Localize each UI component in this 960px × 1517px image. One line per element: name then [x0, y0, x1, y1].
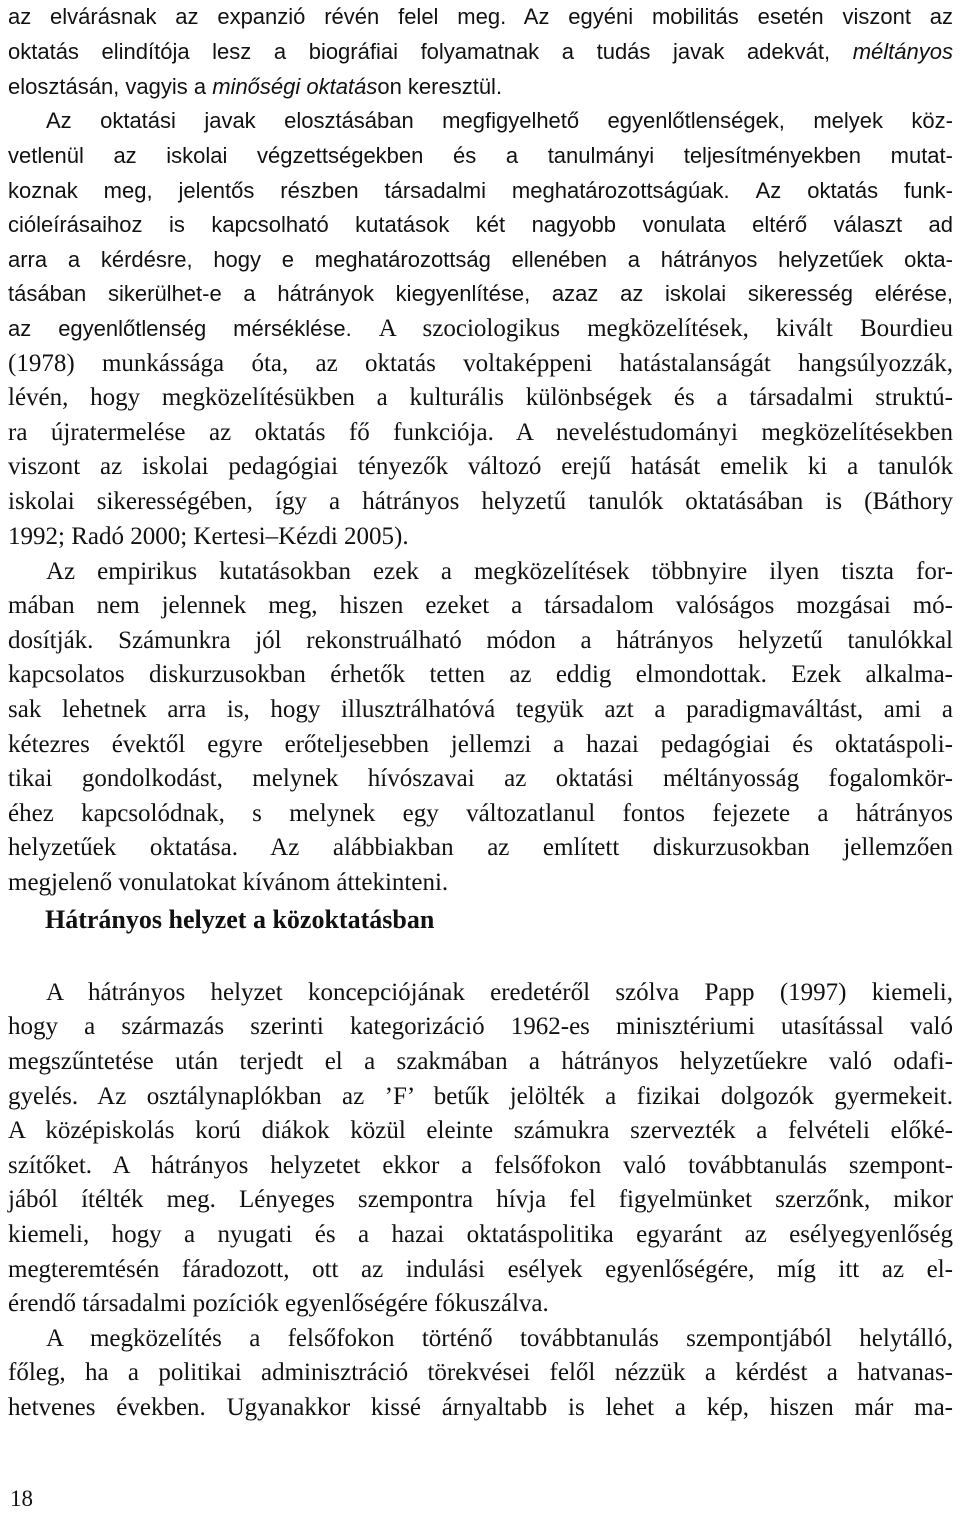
text-line: megteremtésén fáradozott, ott az indulási esélyek egyenlőségére, míg itt az el-: [8, 1256, 953, 1283]
text-line: Az empirikus kutatásokban ezek a megközelítések többnyire ilyen tiszta for-: [46, 558, 953, 585]
text-line: A hátrányos helyzet koncepciójának eredetéről szólva Papp (1997) kiemeli,: [46, 979, 953, 1006]
text-line: az elvárásnak az expanzió révén felel meg. Az egyéni mobilitás esetén viszont az: [8, 4, 953, 29]
text-line: lévén, hogy megközelítésükben a kulturális különbségek és a társadalmi struktú-: [8, 384, 953, 411]
text-line: koznak meg, jelentős részben társadalmi meghatározottságúak. Az oktatás funk-: [8, 178, 953, 203]
text-line: főleg, ha a politikai adminisztráció törekvései felől nézzük a kérdést a hatvanas-: [8, 1359, 953, 1386]
text-line: cióleírásaihoz is kapcsolható kutatások két nagyobb vonulata eltérő választ ad: [8, 212, 953, 237]
text-line: tásában sikerülhet-e a hátrányok kiegyenlítése, azaz az iskolai sikeresség elérése,: [8, 281, 953, 306]
text-line: az egyenlőtlenség mérséklése. A szociologikus megközelítések, kivált Bourdieu: [8, 315, 954, 342]
section-heading: Hátrányos helyzet a közoktatásban: [45, 905, 435, 934]
text-line: mában nem jelennek meg, hiszen ezeket a társadalom valóságos mozgásai mó-: [8, 592, 953, 619]
text-line: elosztásán, vagyis a minőségi oktatáson keresztül.: [8, 74, 503, 99]
text-line: arra a kérdésre, hogy e meghatározottság ellenében a hátrányos helyzetűek okta-: [8, 247, 953, 272]
text-line: kapcsolatos diskurzusokban érhetők tetten az eddig elmondottak. Ezek alkalma-: [8, 661, 953, 688]
text-line: oktatás elindítója lesz a biográfiai folyamatnak a tudás javak adekvát, méltányos: [8, 39, 953, 64]
page-number: 18: [10, 1486, 33, 1511]
text-line: jából ítélték meg. Lényeges szempontra hívja fel figyelmünket szerzőnk, mikor: [8, 1186, 953, 1213]
text-line: szítőket. A hátrányos helyzetet ekkor a felsőfokon való továbbtanulás szempont-: [8, 1152, 953, 1179]
text-line: megjelenő vonulatokat kívánom áttekinteni.: [8, 869, 449, 896]
text-line: éhez kapcsolódnak, s melynek egy változatlanul fontos fejezete a hátrányos: [8, 800, 953, 827]
text-line: 1992; Radó 2000; Kertesi–Kézdi 2005).: [8, 523, 409, 550]
text-line: A megközelítés a felsőfokon történő továbbtanulás szempontjából helytálló,: [46, 1325, 953, 1352]
text-line: iskolai sikerességében, így a hátrányos helyzetű tanulók oktatásában is (Báthory: [8, 488, 953, 515]
text-line: kiemeli, hogy a nyugati és a hazai oktatáspolitika egyaránt az esélyegyenlőség: [8, 1221, 953, 1248]
text-line: (1978) munkássága óta, az oktatás voltaképpeni hatástalanságát hangsúlyozzák,: [8, 350, 953, 377]
text-line: gyelés. Az osztálynaplókban az ’F’ betűk jelölték a fizikai dolgozók gyermekeit.: [8, 1083, 953, 1110]
text-line: vetlenül az iskolai végzettségekben és a tanulmányi teljesítményekben mutat-: [8, 143, 953, 168]
text-line: ra újratermelése az oktatás fő funkciója. A neveléstudományi megközelítésekben: [8, 419, 953, 446]
text-line: A középiskolás korú diákok közül eleinte számukra szervezték a felvételi előké-: [8, 1117, 953, 1144]
text-line: hetvenes években. Ugyanakkor kissé árnyaltabb is lehet a kép, hiszen már ma-: [8, 1394, 953, 1421]
text-line: hogy a származás szerinti kategorizáció 1962-es minisztériumi utasítással való: [8, 1013, 953, 1040]
text-line: helyzetűek oktatása. Az alábbiakban az említett diskurzusokban jellemzően: [8, 834, 953, 861]
text-line: sak lehetnek arra is, hogy illusztrálhatóvá tegyük azt a paradigmaváltást, ami a: [8, 696, 953, 723]
text-line: tikai gondolkodást, melynek hívószavai az oktatási méltányosság fogalomkör-: [8, 765, 953, 792]
text-line: kétezres évektől egyre erőteljesebben jellemzi a hazai pedagógiai és oktatáspoli-: [8, 731, 953, 758]
text-line: dosítják. Számunkra jól rekonstruálható módon a hátrányos helyzetű tanulókkal: [8, 627, 953, 654]
text-line: érendő társadalmi pozíciók egyenlőségére fókuszálva.: [8, 1290, 549, 1317]
text-line: Az oktatási javak elosztásában megfigyelhető egyenlőtlenségek, melyek köz-: [46, 108, 953, 133]
text-line: megszűntetése után terjedt el a szakmában a hátrányos helyzetűekre való odafi-: [8, 1048, 953, 1075]
text-line: viszont az iskolai pedagógiai tényezők változó erejű hatását emelik ki a tanulók: [8, 453, 953, 480]
